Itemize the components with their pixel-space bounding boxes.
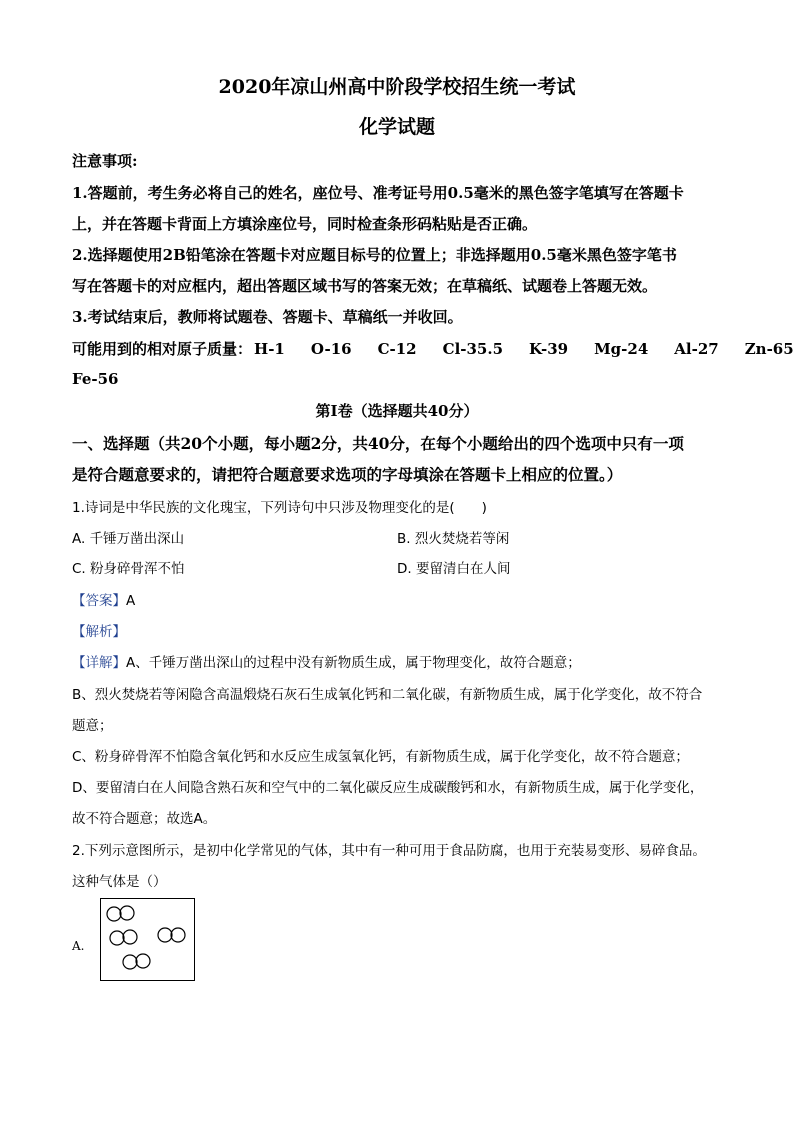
atom <box>171 928 185 942</box>
atomic-mass-label: 可能用到的相对原子质量： <box>72 340 253 358</box>
q2-stem: 2.下列示意图所示，是初中化学常见的气体，其中有一种可用于食品防腐，也用于充装易变形、易碎食品。 <box>72 843 706 859</box>
q1-answer-row <box>72 589 135 609</box>
exam-subtitle: 化学试题 <box>358 116 435 138</box>
notice-line: 1.答题前，考生务必将自己的姓名，座位号、准考证号用0.5毫米的黑色签字笔填写在答题卡 <box>72 184 684 202</box>
q1-detail-row <box>72 651 581 671</box>
q1-option-c: C. 粉身碎骨浑不怕 <box>72 561 185 577</box>
atom <box>136 954 150 968</box>
detail-line: 故不符合题意；故选A。 <box>72 811 217 827</box>
q2-stem: 这种气体是（） <box>72 874 167 890</box>
atom <box>158 928 172 942</box>
atom <box>107 907 121 921</box>
answer-value: A <box>126 593 136 609</box>
detail-line: D、要留清白在人间隐含熟石灰和空气中的二氧化碳反应生成碳酸钙和水，有新物质生成，属于化学变化， <box>72 780 704 796</box>
atomic-mass-item: Fe-56 <box>72 370 119 388</box>
atomic-mass-item: K-39 <box>529 340 569 358</box>
analysis-tag: 【解析】 <box>72 624 126 640</box>
detail-tag: 【详解】 <box>72 655 126 671</box>
notice-line: 2.选择题使用2B铅笔涂在答题卡对应题目标号的位置上；非选择题用0.5毫米黑色签字笔书 <box>72 246 677 264</box>
atom <box>110 931 124 945</box>
detail-line: C、粉身碎骨浑不怕隐含氧化钙和水反应生成氢氧化钙，有新物质生成，属于化学变化，故不符合题意； <box>72 749 689 765</box>
atomic-mass-item: Mg-24 <box>594 340 649 358</box>
q1-option-b: B. 烈火焚烧若等闲 <box>397 531 510 547</box>
atom <box>123 930 137 944</box>
q2-option-a-label: A. <box>72 939 85 953</box>
notice-line: 上，并在答题卡背面上方填涂座位号，同时检查条形码粘贴是否正确。 <box>72 215 538 233</box>
notice-line: 3.考试结束后，教师将试题卷、答题卡、草稿纸一并收回。 <box>72 308 463 326</box>
atomic-mass-item: Al-27 <box>674 340 719 358</box>
q1-option-a: A. 千锤万凿出深山 <box>72 531 185 547</box>
section-instruction: 一、选择题（共20个小题，每小题2分，共40分，在每个小题给出的四个选项中只有一项 <box>72 434 684 453</box>
atom <box>120 906 134 920</box>
answer-tag: 【答案】 <box>72 593 126 609</box>
atomic-mass-item: Zn-65 <box>744 340 794 358</box>
notice-line: 写在答题卡的对应框内，超出答题区域书写的答案无效；在草稿纸、试题卷上答题无效。 <box>72 277 658 295</box>
atomic-mass-item: H-1 <box>254 340 285 358</box>
atomic-mass-item: Cl-35.5 <box>442 340 504 358</box>
section-instruction: 是符合题意要求的，请把符合题意要求选项的字母填涂在答题卡上相应的位置。） <box>72 465 623 484</box>
atomic-mass-item: C-12 <box>377 340 417 358</box>
exam-title: 2020年凉山州高中阶段学校招生统一考试 <box>218 76 576 98</box>
q1-analysis-row <box>72 620 126 640</box>
atomic-mass-item: O-16 <box>310 340 352 358</box>
atom <box>123 955 137 969</box>
molecule-diagram-svg <box>101 899 193 979</box>
q1-stem: 1.诗词是中华民族的文化瑰宝，下列诗句中只涉及物理变化的是( ) <box>72 500 487 516</box>
molecule-diagram <box>100 898 195 981</box>
section-title: 第Ⅰ卷（选择题共40分） <box>315 402 479 420</box>
notice-heading: 注意事项: <box>72 152 138 170</box>
detail-line: B、烈火焚烧若等闲隐含高温煅烧石灰石生成氧化钙和二氧化碳，有新物质生成，属于化学变化，故不符合 <box>72 687 703 703</box>
detail-line: 题意； <box>72 718 113 734</box>
atomic-mass-row <box>72 338 794 359</box>
q1-option-d: D. 要留清白在人间 <box>397 561 511 577</box>
detail-line: A、千锤万凿出深山的过程中没有新物质生成，属于物理变化，故符合题意； <box>126 655 581 671</box>
